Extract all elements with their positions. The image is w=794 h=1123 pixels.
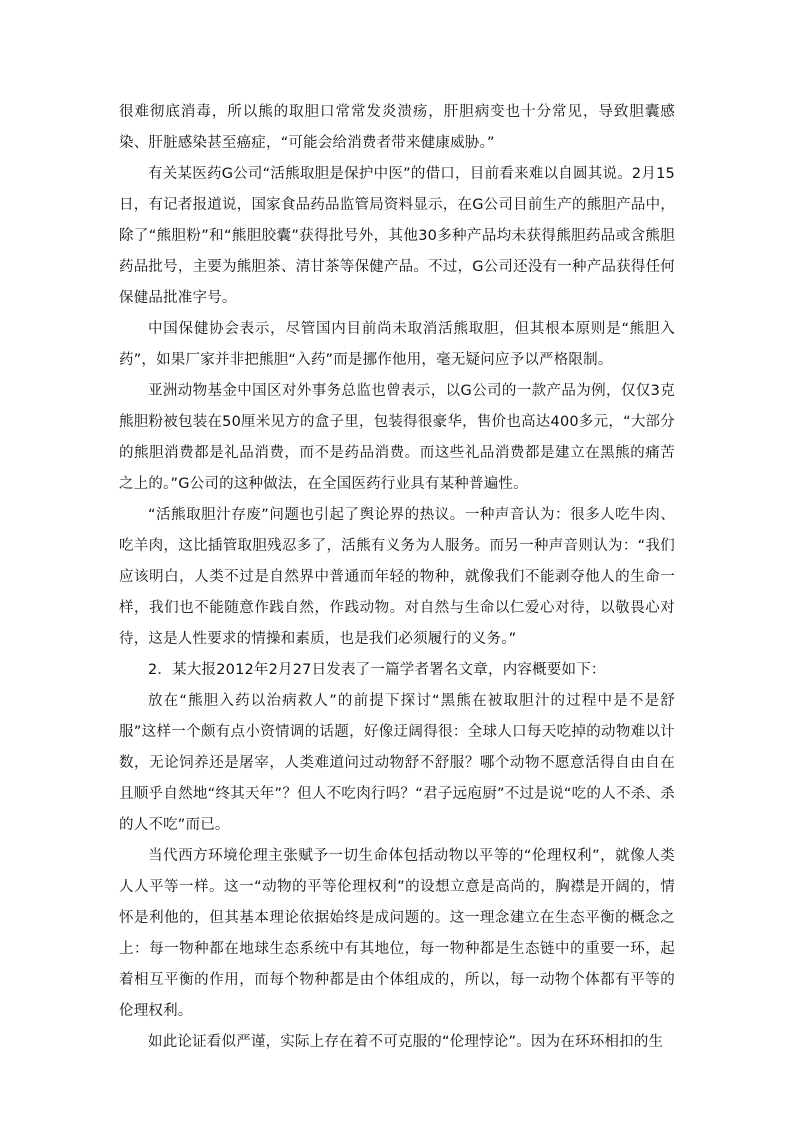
paragraph-1: 很难彻底消毒，所以熊的取胆口常常发炎溃疡，肝胆病变也十分常见，导致胆囊感染、肝脏感染甚至癌症，“可能会给消费者带来健康威胁。” xyxy=(119,104,675,151)
paragraph-5: “活熊取胆汁存废”问题也引起了舆论界的热议。一种声音认为：很多人吃牛肉、吃羊肉，这比插管取胆残忍多了，活熊有义务为人服务。而另一种声音则认为：“我们应该明白，人类不过是自然界中普通而年轻的物种，就像我们不能剥夺他人的生命一样，我们也不能随意作践自然，作践动物。对自然与生命以仁爱心对待，以敬畏心对待，这是人性要求的情操和素质，也是我们必须履行的义务。” xyxy=(119,507,675,647)
paragraph-7: 放在“熊胆入药以治病救人”的前提下探讨“黑熊在被取胆汁的过程中是不是舒服”这样一个颇有点小资情调的话题，好像迂阔得很：全球人口每天吃掉的动物难以计数，无论饲养还是屠宰，人类难道问过动物舒不舒服？哪个动物不愿意活得自由自在且顺乎自然地“终其天年”？但人不吃肉行吗？“君子远庖厨”不过是说“吃的人不杀、杀的人不吃”而已。 xyxy=(119,693,675,833)
paragraph-4: 亚洲动物基金中国区对外事务总监也曾表示，以G公司的一款产品为例，仅仅3克熊胆粉被包装在50厘米见方的盒子里，包装得很豪华，售价也高达400多元，“大部分的熊胆消费都是礼品消费，而不是药品消费。而这些礼品消费都是建立在黑熊的痛苦之上的。”G公司的这种做法，在全国医药行业具有某种普遍性。 xyxy=(119,383,675,492)
paragraph-8: 当代西方环境伦理主张赋予一切生命体包括动物以平等的“伦理权利”，就像人类人人平等一样。这一“动物的平等伦理权利”的设想立意是高尚的，胸襟是开阔的，情怀是利他的，但其基本理论依据始终是成问题的。这一理念建立在生态平衡的概念之上：每一物种都在地球生态系统中有其地位，每一物种都是生态链中的重要一环，起着相互平衡的作用，而每个物种都是由个体组成的，所以，每一动物个体都有平等的伦理权利。 xyxy=(119,848,675,1019)
paragraph-6-question-2: 2．某大报2012年2月27日发表了一篇学者署名文章，内容概要如下： xyxy=(148,662,606,678)
paragraph-2: 有关某医药G公司“活熊取胆是保护中医”的借口，目前看来难以自圆其说。2月15日，有记者报道说，国家食品药品监管局资料显示，在G公司目前生产的熊胆产品中，除了“熊胆粉”和“熊胆胶囊”获得批号外，其他30多种产品均未获得熊胆药品或含熊胆药品批号，主要为熊胆茶、清甘茶等保健产品。不过，G公司还没有一种产品获得任何保健品批准字号。 xyxy=(119,166,675,306)
article-body xyxy=(119,97,675,1058)
paragraph-9: 如此论证看似严谨，实际上存在着不可克服的“伦理悖论”。因为在环环相扣的生 xyxy=(148,1034,664,1050)
paragraph-3: 中国保健协会表示，尽管国内目前尚未取消活熊取胆，但其根本原则是“熊胆入药”，如果厂家并非把熊胆“入药”而是挪作他用，毫无疑问应予以严格限制。 xyxy=(119,321,675,368)
